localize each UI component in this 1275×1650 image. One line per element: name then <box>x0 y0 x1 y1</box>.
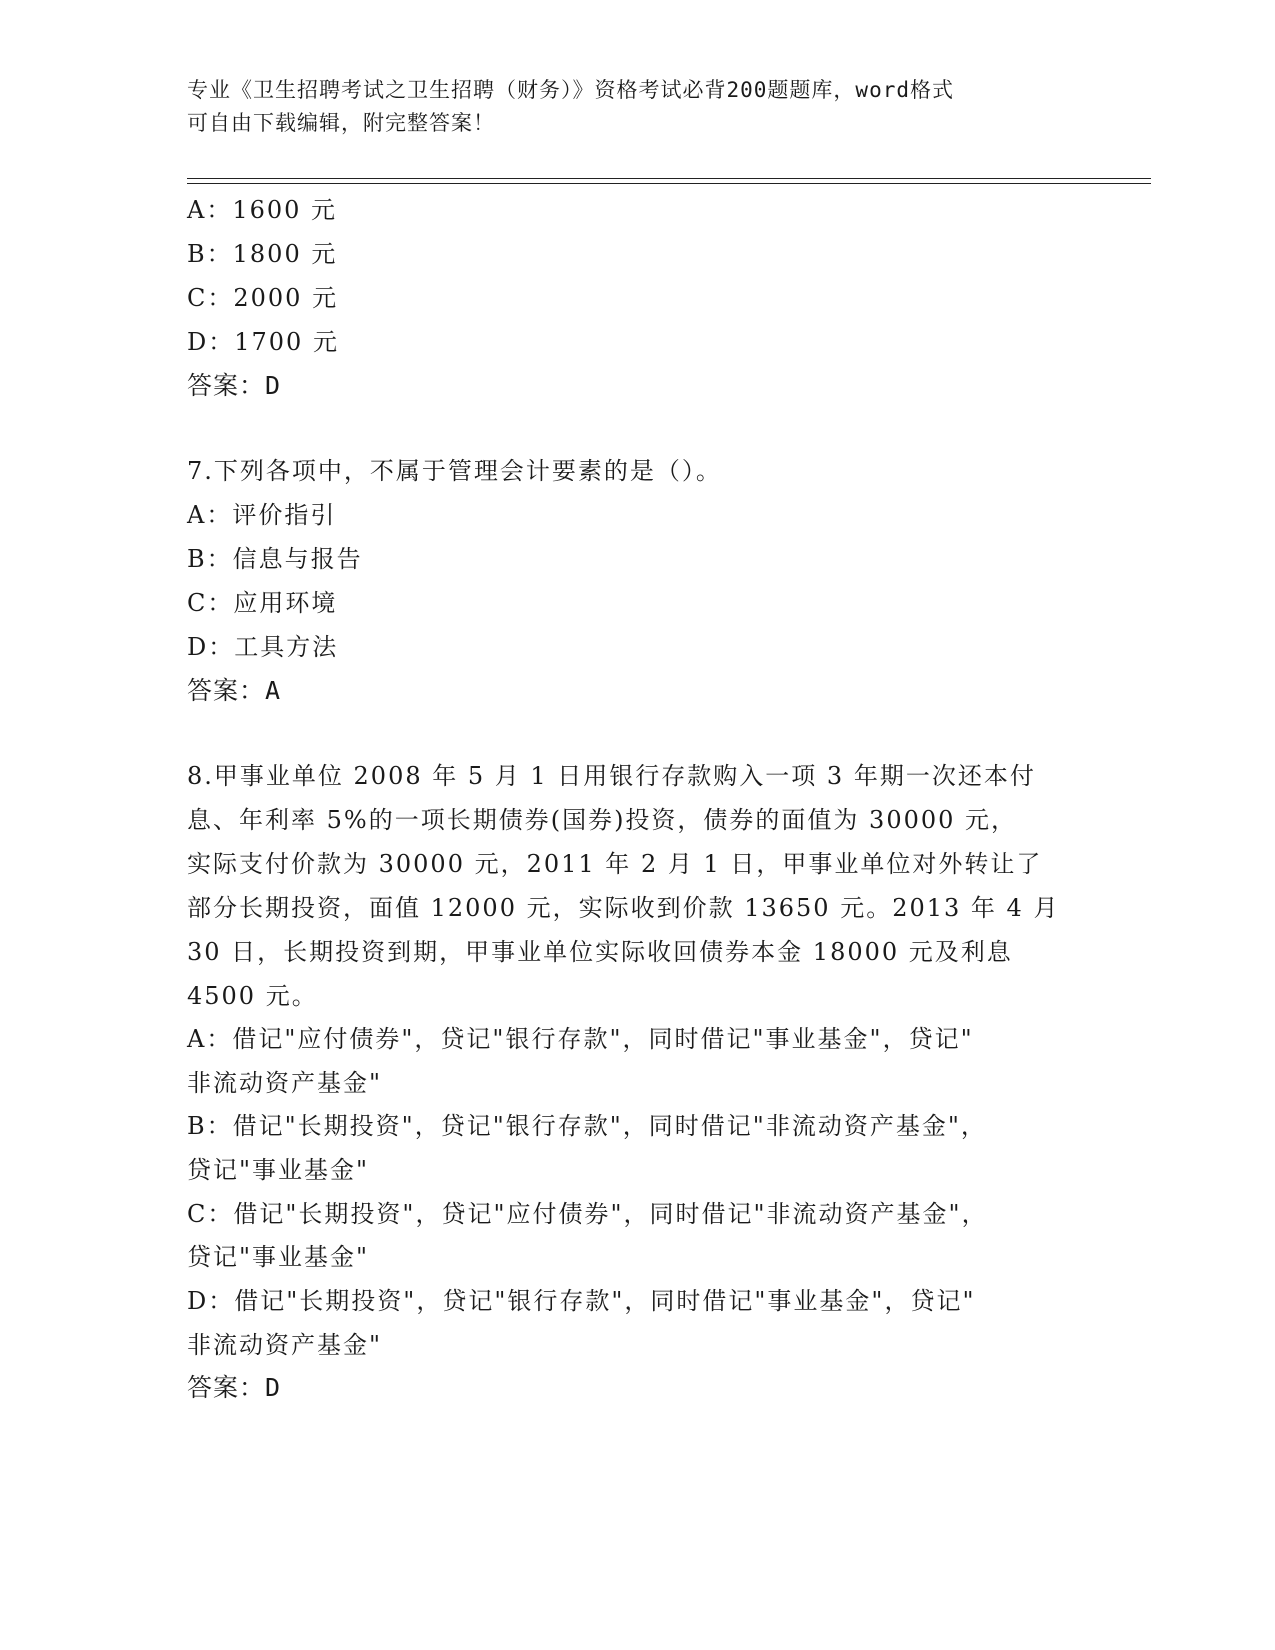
document-header <box>187 74 1067 140</box>
q8-option-b-line-1: B：借记"长期投资"，贷记"银行存款"，同时借记"非流动资产基金"， <box>187 1112 987 1140</box>
q8-answer: 答案：D <box>187 1373 282 1402</box>
q7-question: 7.下列各项中，不属于管理会计要素的是（）。 <box>187 457 722 485</box>
q8-option-d-line-2: 非流动资产基金" <box>187 1331 383 1359</box>
header-divider-top <box>187 178 1151 179</box>
q8-option-a-line-2: 非流动资产基金" <box>187 1069 383 1097</box>
q7-option-d: D：工具方法 <box>187 633 339 661</box>
q6-option-d: D：1700 元 <box>187 328 339 356</box>
q8-question-line-6: 4500 元。 <box>187 982 318 1010</box>
q7-option-b: B：信息与报告 <box>187 545 363 573</box>
header-line-1: 专业《卫生招聘考试之卫生招聘（财务）》资格考试必背200题题库，word格式 <box>187 78 954 102</box>
q6-answer: 答案：D <box>187 371 282 400</box>
q8-option-c-line-1: C：借记"长期投资"，贷记"应付债券"，同时借记"非流动资产基金"， <box>187 1200 988 1228</box>
q8-question-line-4: 部分长期投资，面值 12000 元，实际收到价款 13650 元。2013 年 4 月 <box>187 894 1060 922</box>
q8-option-b-line-2: 贷记"事业基金" <box>187 1156 370 1184</box>
q6-option-b: B：1800 元 <box>187 240 338 268</box>
q7-option-c: C：应用环境 <box>187 589 338 617</box>
q6-option-a: A：1600 元 <box>187 196 338 224</box>
q8-question-line-2: 息、年利率 5%的一项长期债券(国券)投资，债券的面值为 30000 元， <box>187 806 1018 834</box>
q8-question-line-1: 8.甲事业单位 2008 年 5 月 1 日用银行存款购入一项 3 年期一次还本付 <box>187 762 1036 790</box>
q8-question-line-3: 实际支付价款为 30000 元，2011 年 2 月 1 日，甲事业单位对外转让了 <box>187 850 1043 878</box>
header-divider-bottom <box>187 183 1151 184</box>
q6-option-c: C：2000 元 <box>187 284 339 312</box>
header-line-2: 可自由下载编辑，附完整答案！ <box>187 111 495 135</box>
q8-option-d-line-1: D：借记"长期投资"，贷记"银行存款"，同时借记"事业基金"，贷记" <box>187 1287 976 1315</box>
q7-option-a: A：评价指引 <box>187 501 337 529</box>
q8-question-line-5: 30 日，长期投资到期，甲事业单位实际收回债券本金 18000 元及利息 <box>187 938 1013 966</box>
q8-option-c-line-2: 贷记"事业基金" <box>187 1243 370 1271</box>
q8-option-a-line-1: A：借记"应付债券"，贷记"银行存款"，同时借记"事业基金"，贷记" <box>187 1025 974 1053</box>
q7-answer: 答案：A <box>187 676 282 705</box>
